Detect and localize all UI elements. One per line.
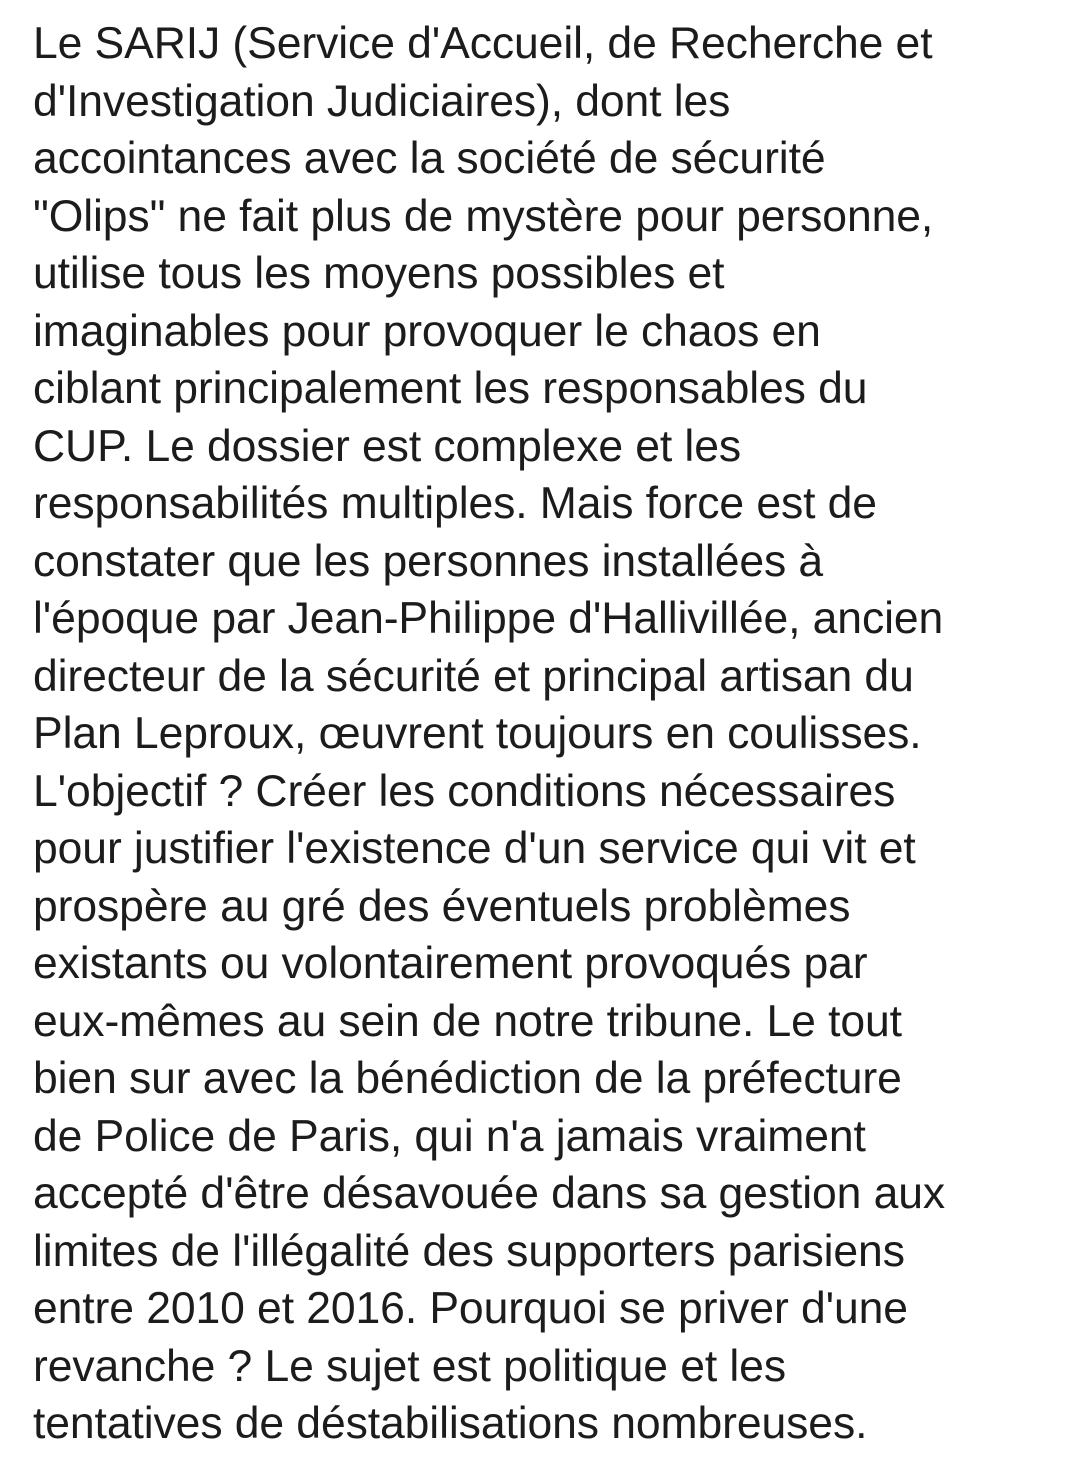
text-line-19: bien sur avec la bénédiction de la préfecture	[33, 1054, 902, 1103]
text-line-21: accepté d'être désavouée dans sa gestion aux	[33, 1169, 946, 1218]
text-line-8: CUP. Le dossier est complexe et les	[33, 421, 742, 471]
text-line-4: "Olips" ne fait plus de mystère pour personne,	[33, 191, 934, 241]
text-line-3: accointances avec la société de sécurité	[33, 134, 826, 183]
text-line-18: eux-mêmes au sein de notre tribune. Le tout	[33, 996, 902, 1046]
text-line-9: responsabilités multiples. Mais force est de	[33, 479, 877, 528]
text-line-17: existants ou volontairement provoqués par	[33, 939, 868, 988]
text-line-1: Le SARIJ (Service d'Accueil, de Recherche et	[33, 19, 933, 68]
text-line-2: d'Investigation Judiciaires), dont les	[33, 76, 731, 126]
text-line-23: entre 2010 et 2016. Pourquoi se priver d'une	[33, 1284, 908, 1333]
article-text	[33, 15, 1073, 1453]
text-line-7: ciblant principalement les responsables du	[33, 364, 868, 413]
text-line-20: de Police de Paris, qui n'a jamais vraiment	[33, 1111, 866, 1161]
text-line-14: L'objectif ? Créer les conditions nécessaires	[33, 766, 896, 816]
text-line-16: prospère au gré des éventuels problèmes	[33, 881, 851, 931]
text-line-10: constater que les personnes installées à	[33, 536, 824, 586]
text-line-24: revanche ? Le sujet est politique et les	[33, 1341, 786, 1391]
text-line-15: pour justifier l'existence d'un service qui vit et	[33, 824, 916, 873]
text-line-12: directeur de la sécurité et principal artisan du	[33, 651, 914, 701]
text-line-6: imaginables pour provoquer le chaos en	[33, 306, 821, 356]
text-line-5: utilise tous les moyens possibles et	[33, 249, 725, 298]
text-line-25: tentatives de déstabilisations nombreuses.	[33, 1399, 868, 1448]
text-line-13: Plan Leproux, œuvrent toujours en coulisses.	[33, 709, 922, 758]
text-line-22: limites de l'illégalité des supporters parisiens	[33, 1226, 905, 1276]
text-line-11: l'époque par Jean-Philippe d'Hallivillée, ancien	[33, 594, 944, 643]
